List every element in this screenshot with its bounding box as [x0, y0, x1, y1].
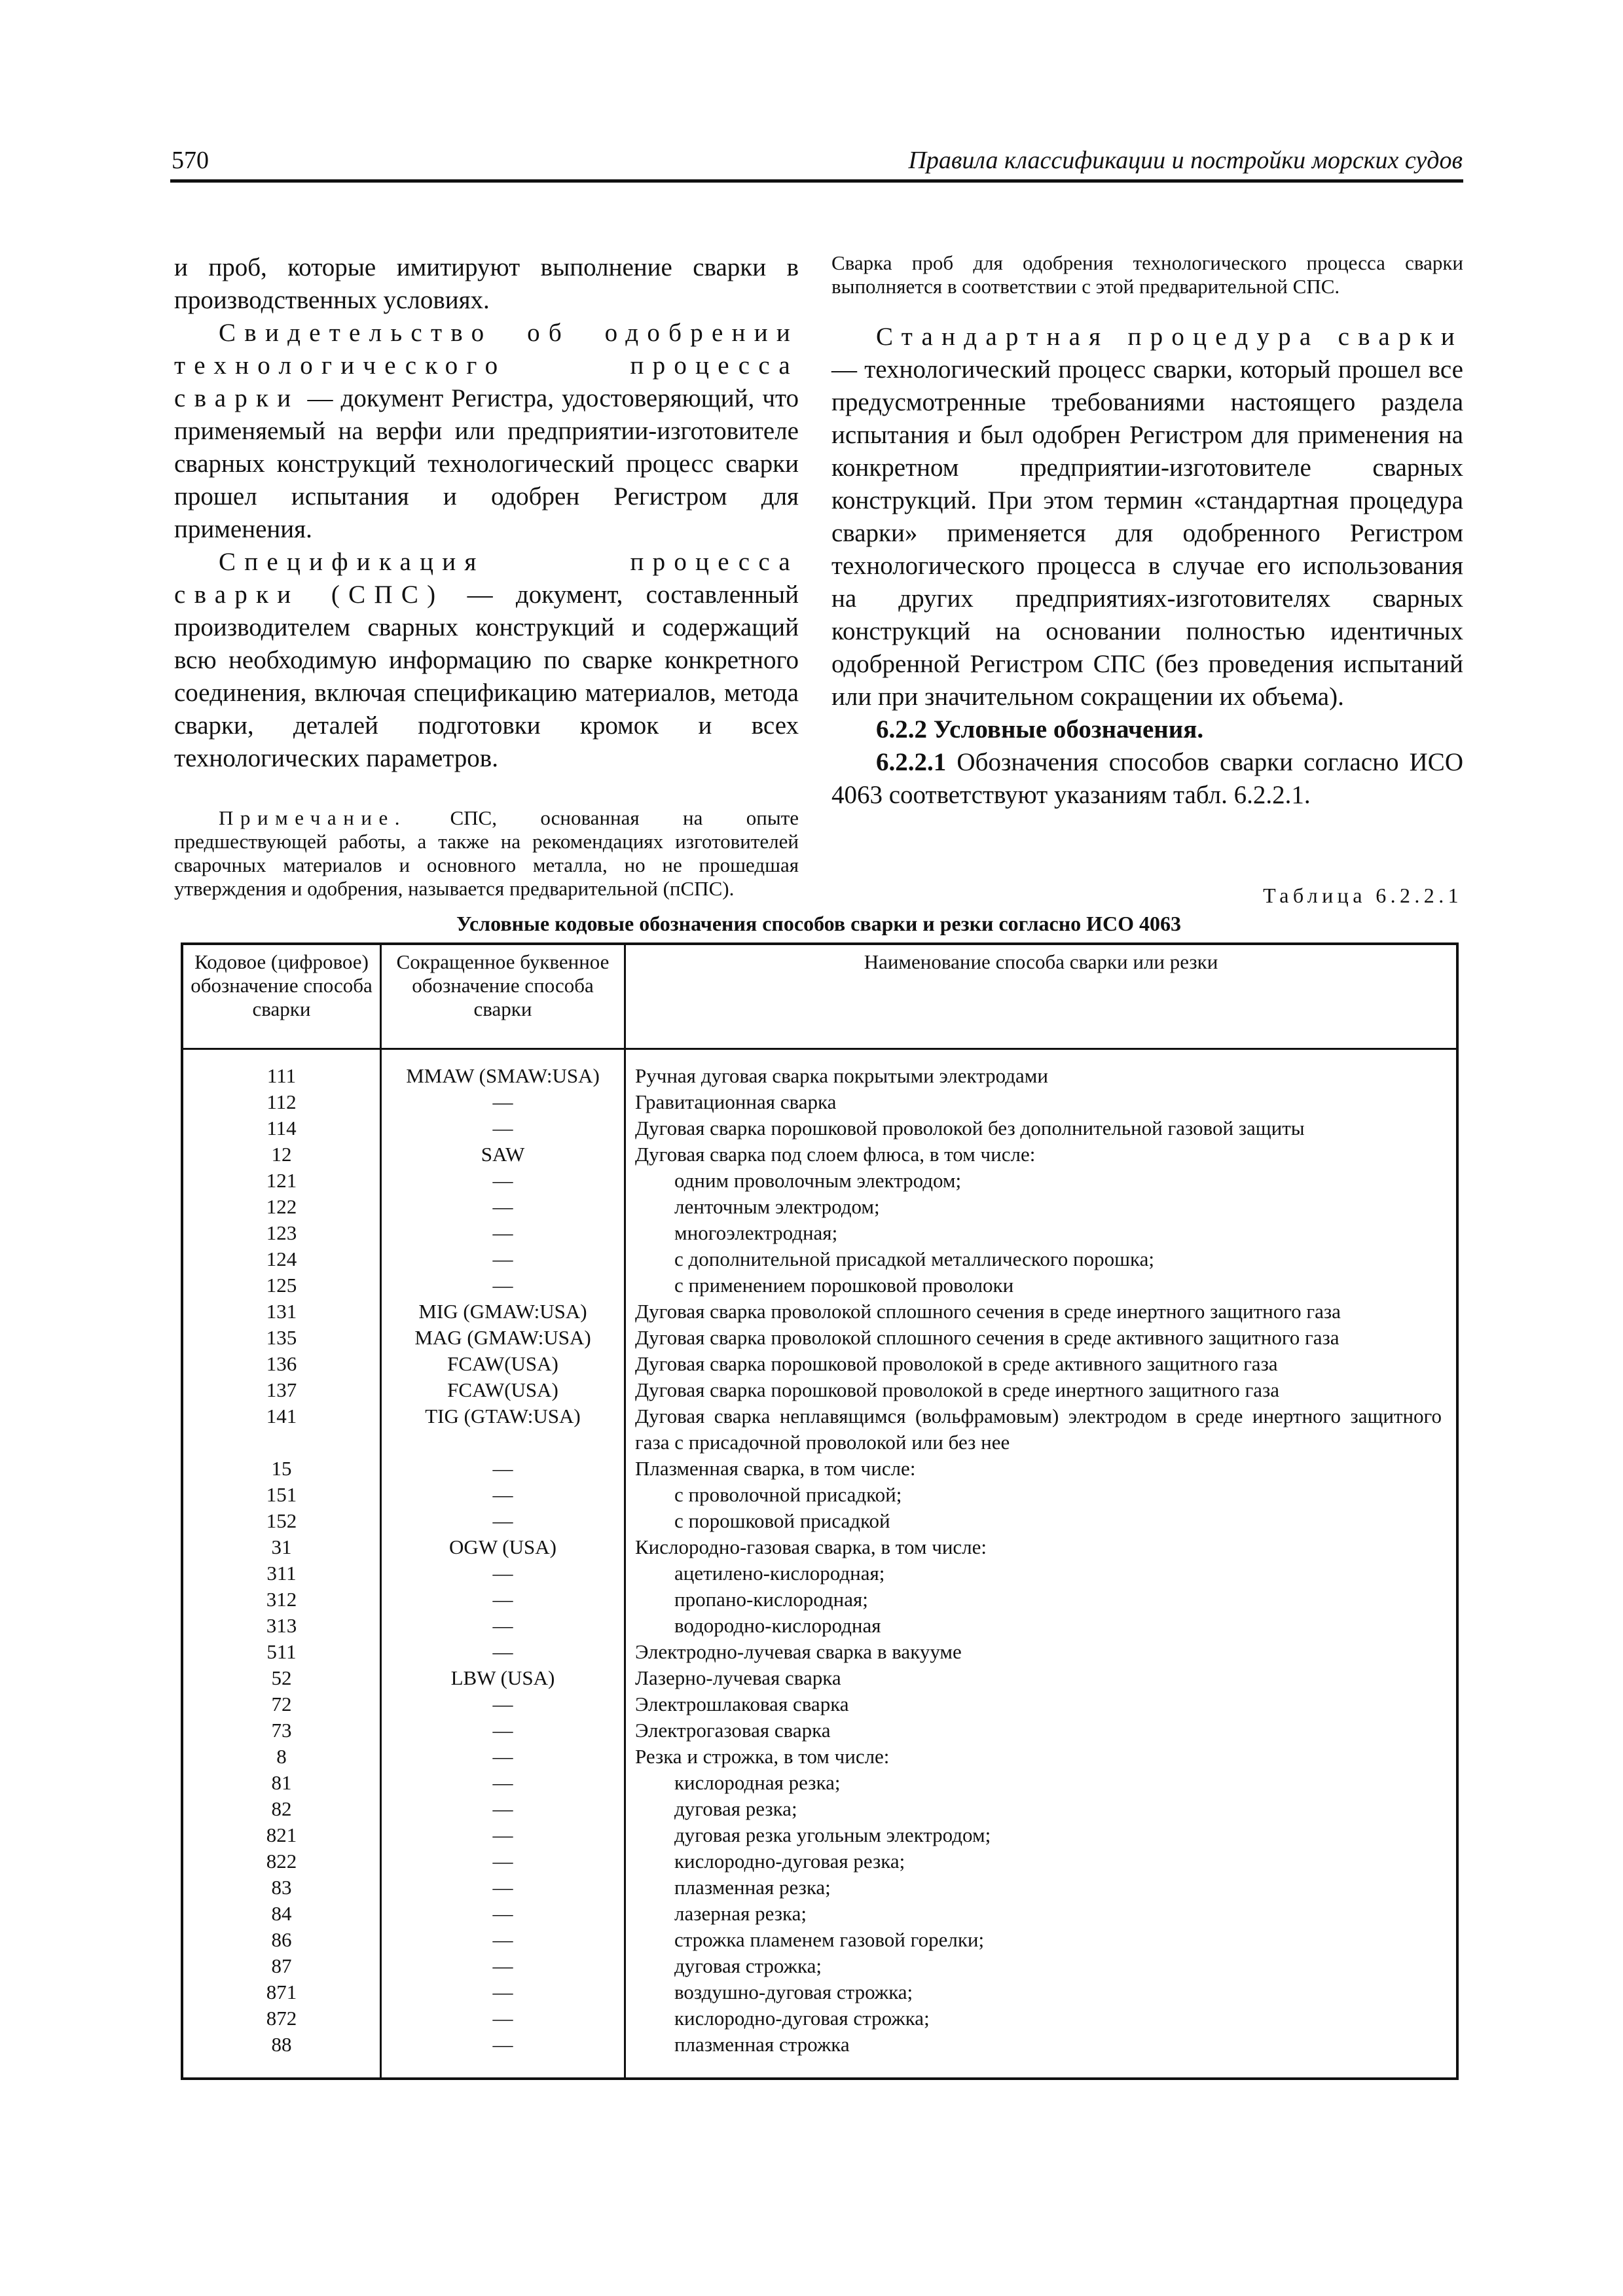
table-row	[183, 1299, 1456, 1325]
table-row	[183, 1482, 1456, 1508]
table-row	[183, 1194, 1456, 1220]
cell-name: Электрошлаковая сварка	[635, 1693, 849, 1715]
table-row	[183, 1508, 1456, 1534]
definition-text: — технологический процесс сварки, который прошел все предусмотренные требованиями настоящего раздела испытания и был одобрен Регистром для применения на конкретном предприятии-изготовителе сварных конструкций. При этом термин «стандартная процедура сварки» применяется для одобренного Регистром технологического процесса в случае его использования на других предприятиях-изготовителях сварных конструкций на основании полностью идентичных одобренной Регистром СПС (без проведения испытаний или при значительном сокращении их объема).	[831, 355, 1463, 711]
cell-code: 72	[271, 1693, 292, 1715]
table-row	[183, 1141, 1456, 1168]
table-row	[183, 1246, 1456, 1272]
cell-name: водородно-кислородная	[674, 1614, 881, 1637]
cell-code: 312	[266, 1588, 297, 1611]
clause-paragraph	[831, 746, 1463, 812]
table-row	[183, 1717, 1456, 1744]
cell-abbreviation: —	[492, 1483, 513, 1506]
cell-code: 52	[271, 1666, 292, 1689]
cell-code: 141	[266, 1405, 297, 1427]
table-row	[183, 1822, 1456, 1848]
table-row	[183, 2005, 1456, 2032]
table-row	[183, 1168, 1456, 1194]
table-row	[183, 1587, 1456, 1613]
cell-abbreviation: —	[492, 1928, 513, 1951]
table-row	[183, 1456, 1456, 1482]
cell-abbreviation: —	[492, 1195, 513, 1218]
table-row	[183, 1560, 1456, 1587]
cell-name: Дуговая сварка порошковой проволокой в среде активного защитного газа	[635, 1352, 1278, 1375]
cell-code: 111	[266, 1064, 297, 1087]
cell-code: 822	[266, 1850, 297, 1873]
cell-abbreviation: —	[492, 1719, 513, 1742]
table-row	[183, 1744, 1456, 1770]
cell-code: 8	[276, 1745, 287, 1768]
cell-name: ацетилено-кислородная;	[674, 1562, 885, 1585]
cell-name: с порошковой присадкой	[674, 1509, 890, 1532]
cell-abbreviation: —	[492, 1640, 513, 1663]
table-row	[183, 1979, 1456, 2005]
cell-code: 112	[266, 1090, 297, 1113]
cell-name: Электрогазовая сварка	[635, 1719, 831, 1742]
table-row	[183, 1115, 1456, 1141]
cell-abbreviation: —	[492, 1169, 513, 1192]
cell-name: пропано-кислородная;	[674, 1588, 868, 1611]
cell-code: 151	[266, 1483, 297, 1506]
cell-abbreviation: —	[492, 1247, 513, 1270]
cell-abbreviation: —	[492, 1981, 513, 2003]
cell-abbreviation: —	[492, 1823, 513, 1846]
header-code: Кодовое (цифровое) обозначение способа сварки	[191, 950, 373, 1020]
cell-name: Лазерно-лучевая сварка	[635, 1666, 841, 1689]
cell-name: Кислородно-газовая сварка, в том числе:	[635, 1535, 987, 1558]
cell-abbreviation: —	[492, 2033, 513, 2056]
cell-code: 152	[266, 1509, 297, 1532]
definition-text: — документ, составленный производителем сварных конструкций и содержащий всю необходимую информацию по сварке конкретного соединения, включая спецификацию материалов, метода сварки, деталей подготовки кромок и всех технологических параметров.	[174, 581, 799, 772]
cell-abbreviation: FCAW(USA)	[447, 1352, 558, 1375]
table-row	[183, 1770, 1456, 1796]
cell-name: плазменная резка;	[674, 1876, 831, 1899]
cell-abbreviation: —	[492, 1771, 513, 1794]
cell-abbreviation: —	[492, 1274, 513, 1297]
cell-abbreviation: TIG (GTAW:USA)	[425, 1405, 581, 1427]
cell-abbreviation: —	[492, 1954, 513, 1977]
cell-code: 82	[271, 1797, 292, 1820]
table-row	[183, 1874, 1456, 1901]
cell-code: 137	[266, 1378, 297, 1401]
cell-code: 821	[266, 1823, 297, 1846]
cell-abbreviation: —	[492, 1221, 513, 1244]
cell-code: 31	[271, 1535, 292, 1558]
table-body	[183, 1063, 1456, 2058]
table-row	[183, 1534, 1456, 1560]
cell-name: Ручная дуговая сварка покрытыми электродами	[635, 1064, 1048, 1087]
table-row	[183, 1953, 1456, 1979]
table-row	[183, 1220, 1456, 1246]
cell-code: 872	[266, 2007, 297, 2030]
cell-name: дуговая строжка;	[674, 1954, 822, 1977]
note-label: Примечание.	[219, 806, 407, 829]
cell-name: Гравитационная сварка	[635, 1090, 837, 1113]
cell-name: с применением порошковой проволоки	[674, 1274, 1014, 1297]
table-row	[183, 1691, 1456, 1717]
cell-name: плазменная строжка	[674, 2033, 850, 2056]
cell-abbreviation: FCAW(USA)	[447, 1378, 558, 1401]
cell-code: 311	[266, 1562, 297, 1585]
cell-abbreviation: —	[492, 1797, 513, 1820]
cell-abbreviation: SAW	[481, 1143, 525, 1166]
cell-abbreviation: LBW (USA)	[450, 1666, 555, 1689]
cell-abbreviation: —	[492, 1693, 513, 1715]
cell-code: 86	[271, 1928, 292, 1951]
section-heading: 6.2.2 Условные обозначения.	[876, 715, 1204, 744]
cell-code: 122	[266, 1195, 297, 1218]
cell-abbreviation: —	[492, 1614, 513, 1637]
header-rule	[170, 179, 1463, 183]
table-row	[183, 1927, 1456, 1953]
header-name: Наименование способа сварки или резки	[864, 950, 1218, 973]
table-row	[183, 1796, 1456, 1822]
table-row	[183, 1639, 1456, 1665]
cell-name: Электродно-лучевая сварка в вакууме	[635, 1640, 962, 1663]
definition-paragraph	[174, 317, 799, 546]
cell-abbreviation: —	[492, 1117, 513, 1139]
cell-abbreviation: —	[492, 1090, 513, 1113]
defined-term: Стандартная процедура сварки	[876, 323, 1463, 351]
table-row	[183, 1377, 1456, 1403]
defined-term: Свидетельство об одобрении технологического процесса сварки	[174, 319, 799, 412]
cell-abbreviation: —	[492, 2007, 513, 2030]
cell-abbreviation: —	[492, 1876, 513, 1899]
cell-code: 88	[271, 2033, 292, 2056]
cell-name: Дуговая сварка неплавящимся (вольфрамовым) электродом в среде инертного защитного газа с присадочной проволокой или без нее	[635, 1405, 1442, 1454]
cell-code: 135	[266, 1326, 297, 1349]
cell-name: дуговая резка;	[674, 1797, 797, 1820]
cell-code: 73	[271, 1719, 292, 1742]
table-row	[183, 1613, 1456, 1639]
cell-name: с проволочной присадкой;	[674, 1483, 902, 1506]
table-row	[183, 2032, 1456, 2058]
cell-abbreviation: MMAW (SMAW:USA)	[406, 1064, 600, 1087]
clause-text: Обозначения способов сварки согласно ИСО 4063 соответствуют указаниям табл. 6.2.2.1.	[831, 748, 1463, 809]
definition-text: — документ Регистра, удостоверяющий, что применяемый на верфи или предприятии-изготовителе сварных конструкций технологический процесс сварки прошел испытания и одобрен Регистром для применения.	[174, 384, 799, 543]
cell-name: строжка пламенем газовой горелки;	[674, 1928, 985, 1951]
cell-abbreviation: —	[492, 1588, 513, 1611]
cell-abbreviation: —	[492, 1457, 513, 1480]
cell-code: 511	[266, 1640, 297, 1663]
cell-name: одним проволочным электродом;	[674, 1169, 962, 1192]
table-row	[183, 1089, 1456, 1115]
note-text: СПС, основанная на опыте предшествующей работы, а также на рекомендациях изготовителей сварочных материалов и основного металла, но не прошедшая утверждения и одобрения, называется предварительной (пСПС).	[174, 806, 799, 900]
cell-name: ленточным электродом;	[674, 1195, 880, 1218]
left-column	[174, 251, 799, 901]
cell-name: многоэлектродная;	[674, 1221, 838, 1244]
cell-abbreviation: OGW (USA)	[449, 1535, 556, 1558]
table-row	[183, 1848, 1456, 1874]
cell-code: 12	[271, 1143, 292, 1166]
cell-code: 15	[271, 1457, 292, 1480]
cell-code: 136	[266, 1352, 297, 1375]
running-title: Правила классификации и постройки морских судов	[908, 147, 1463, 174]
cell-name: воздушно-дуговая строжка;	[674, 1981, 913, 2003]
cell-name: Дуговая сварка порошковой проволокой без дополнительной газовой защиты	[635, 1117, 1305, 1139]
cell-abbreviation: MIG (GMAW:USA)	[418, 1300, 587, 1323]
cell-code: 114	[266, 1117, 297, 1139]
page-number: 570	[172, 147, 209, 174]
header-divider	[183, 1048, 1456, 1050]
note-continuation: Сварка проб для одобрения технологического процесса сварки выполняется в соответствии с этой предварительной СПС.	[831, 251, 1463, 298]
cell-code: 84	[271, 1902, 292, 1925]
table-row	[183, 1665, 1456, 1691]
header-abbreviation: Сокращенное буквенное обозначение способа сварки	[396, 950, 610, 1020]
cell-abbreviation: —	[492, 1850, 513, 1873]
cell-name: Дуговая сварка порошковой проволокой в среде инертного защитного газа	[635, 1378, 1279, 1401]
clause-number: 6.2.2.1	[876, 748, 947, 776]
table-row	[183, 1901, 1456, 1927]
cell-abbreviation: —	[492, 1902, 513, 1925]
table-row	[183, 1325, 1456, 1351]
cell-name: Дуговая сварка под слоем флюса, в том числе:	[635, 1143, 1036, 1166]
table-label: Таблица 6.2.2.1	[1263, 884, 1463, 907]
cell-abbreviation: —	[492, 1509, 513, 1532]
cell-code: 313	[266, 1614, 297, 1637]
cell-name: Дуговая сварка проволокой сплошного сечения в среде инертного защитного газа	[635, 1300, 1341, 1323]
cell-code: 871	[266, 1981, 297, 2003]
cell-code: 83	[271, 1876, 292, 1899]
cell-name: лазерная резка;	[674, 1902, 807, 1925]
cell-name: Резка и строжка, в том числе:	[635, 1745, 890, 1768]
cell-code: 125	[266, 1274, 297, 1297]
cell-code: 124	[266, 1247, 297, 1270]
cell-name: дуговая резка угольным электродом;	[674, 1823, 991, 1846]
cell-abbreviation: MAG (GMAW:USA)	[414, 1326, 591, 1349]
cell-abbreviation: —	[492, 1562, 513, 1585]
paragraph: и проб, которые имитируют выполнение сварки в производственных условиях.	[174, 253, 799, 314]
right-column	[831, 251, 1463, 812]
table-caption: Условные кодовые обозначения способов сварки и резки согласно ИСО 4063	[456, 912, 1182, 935]
table-row	[183, 1272, 1456, 1299]
table-row	[183, 1063, 1456, 1089]
cell-code: 81	[271, 1771, 292, 1794]
cell-abbreviation: —	[492, 1745, 513, 1768]
definition-paragraph	[831, 321, 1463, 713]
definition-paragraph	[174, 546, 799, 775]
cell-code: 87	[271, 1954, 292, 1977]
cell-name: кислородная резка;	[674, 1771, 841, 1794]
defined-term: Спецификация процесса сварки (СПС)	[174, 548, 799, 609]
cell-name: Плазменная сварка, в том числе:	[635, 1457, 916, 1480]
table-row	[183, 1403, 1456, 1456]
cell-name: кислородно-дуговая резка;	[674, 1850, 905, 1873]
cell-code: 121	[266, 1169, 297, 1192]
table-row	[183, 1351, 1456, 1377]
cell-name: кислородно-дуговая строжка;	[674, 2007, 930, 2030]
cell-name: Дуговая сварка проволокой сплошного сечения в среде активного защитного газа	[635, 1326, 1340, 1349]
note	[174, 806, 799, 901]
welding-codes-table	[181, 942, 1459, 2080]
cell-code: 131	[266, 1300, 297, 1323]
cell-name: с дополнительной присадкой металлического порошка;	[674, 1247, 1154, 1270]
cell-code: 123	[266, 1221, 297, 1244]
